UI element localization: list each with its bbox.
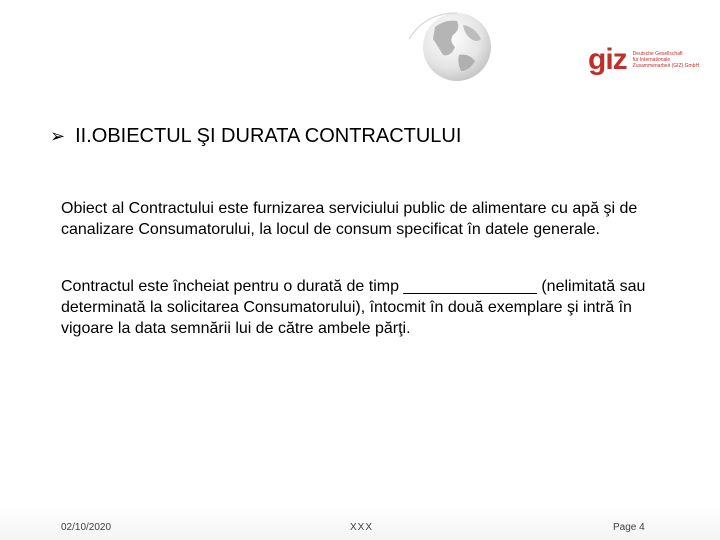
arrow-bullet-icon: ➢ [50, 126, 66, 146]
section-heading [50, 125, 461, 148]
logo-tagline [633, 51, 699, 69]
paragraph-duration: Contractul este încheiat pentru o durată de timp _______________ (nelimitată sau determinată la solicitarea Consumatorului), întocmit în două exemplare şi intră în vigoare la data semnării lui de către ambele părţi. [61, 278, 646, 337]
paragraph-object: Obiect al Contractului este furnizarea serviciului public de alimentare cu apă şi de canalizare Consumatorului, la locul de consum specificat în datele generale. [61, 200, 638, 238]
globe-icon [405, 5, 495, 85]
heading-text: II.OBIECTUL ŞI DURATA CONTRACTULUI [75, 125, 462, 147]
footer-page-number: Page 4 [613, 522, 645, 533]
logo-line-3: Zusammenarbeit (GIZ) GmbH [632, 63, 700, 69]
giz-logo [588, 44, 699, 76]
footer-date: 02/10/2020 [61, 522, 112, 533]
logo-line-1: Deutsche Gesellschaft [632, 51, 683, 57]
logo-line-2: für Internationale [632, 57, 671, 63]
footer-center: XXX [350, 522, 374, 533]
footer [0, 505, 720, 540]
logo-mark: giz [588, 43, 627, 76]
